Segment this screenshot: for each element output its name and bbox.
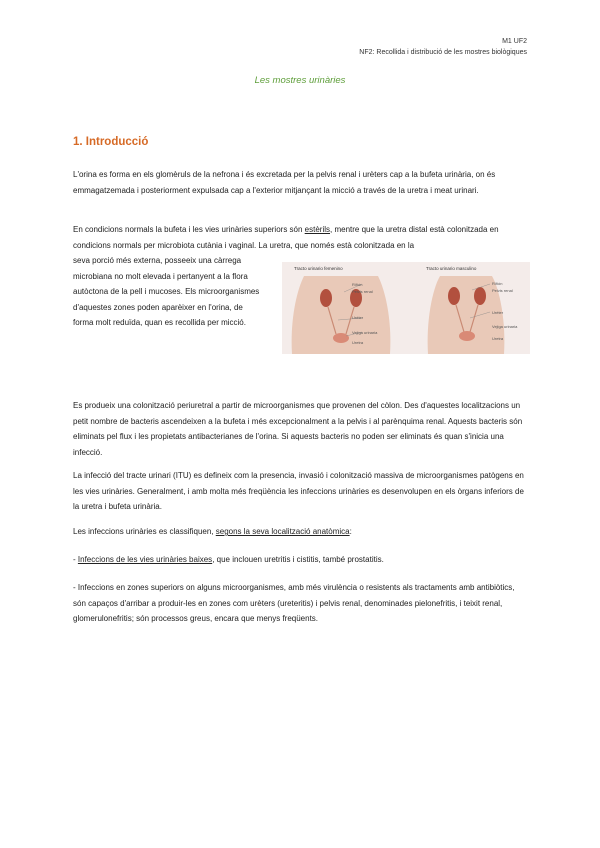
bullet-lower-dash: - (73, 555, 78, 564)
document-title: Les mostres urinàries (254, 75, 346, 86)
classification-text-a: Les infeccions urinàries es classifiquen, (73, 527, 216, 536)
bullet-lower-text: , que inclouen uretritis i cistitis, també prostatitis. (212, 555, 384, 564)
paragraph-normal-conditions (73, 222, 528, 253)
female-label-bladder: Vejiga urinaria (352, 330, 378, 335)
male-kidney-left (448, 287, 460, 305)
sterile-term: estèrils (304, 225, 331, 234)
female-bladder (333, 333, 349, 343)
male-kidney-right (474, 287, 486, 305)
paragraph-normal-text-a: En condicions normals la bufeta i les vies urinàries superiors són (73, 225, 305, 234)
figure-title-male: Tracto urinario masculino (426, 266, 477, 271)
male-label-kidney: Riñón (492, 281, 503, 286)
classification-text-b: : (349, 527, 352, 536)
paragraph-classification (73, 524, 528, 540)
anatomic-location-term: segons la seva localització anatòmica (215, 527, 350, 536)
section-heading: 1. Introducció (73, 136, 149, 148)
header-unit: NF2: Recollida i distribució de les mostres biològiques (359, 49, 527, 56)
female-label-urethra: Uretra (352, 340, 364, 345)
male-label-bladder: Vejiga urinaria (492, 324, 518, 329)
female-label-pelvis: Pelvis renal (352, 289, 373, 294)
female-label-kidney: Riñón (352, 282, 363, 287)
paragraph-uti-definition: La infecció del tracte urinari (ITU) es defineix com la presencia, invasió i colonització massiva de microorganismes patògens en les vies urinàries. Generalment, i amb molta més freqüència les infeccions urinàries es desenvolupen en els òrgans inferiors de la uretra i bufeta urinària. (73, 471, 524, 511)
figure-title-female: Tracto urinario femenino (294, 266, 343, 271)
bullet-lower-infections (73, 552, 528, 568)
male-label-urethra: Uretra (492, 336, 504, 341)
bullet-upper-infections: - Infeccions en zones superiors on alguns microorganismes, amb més virulència o resistents als tractaments amb antibiòtics, són capaços d'arribar a produir-les en zones com urèters (ureteritis) i pelvis renal, denominades pielonefritis, i teixit renal, glomerulonefritis; són processos greus, encara que menys freqüents. (73, 583, 515, 623)
male-label-ureter: Uréter (492, 310, 504, 315)
female-label-ureter: Uréter (352, 315, 364, 320)
paragraph-urethra: seva porció més externa, posseeix una càrrega microbiana no molt elevada i pertanyent a la flora autòctona de la pell i mucoses. Els microorganismes d'aquestes zones poden aparèixer en l'orina, de forma molt reduïda, quan es recollida per micció. (73, 256, 260, 327)
lower-infections-term: Infeccions de les vies urinàries baixes (77, 555, 213, 564)
paragraph-normal-text-b: , mentre que la uretra distal està colonitzada en condicions normals per microbiota cutània i vaginal. La uretra, que només està colonitzada en la (73, 225, 499, 250)
female-kidney-left (320, 289, 332, 307)
male-label-pelvis: Pelvis renal (492, 288, 513, 293)
male-bladder (459, 331, 475, 341)
paragraph-intro: L'orina es forma en els glomèruls de la nefrona i és excretada per la pelvis renal i urèters cap a la bufeta urinària, on és emmagatzemada i posteriorment expulsada cap a l'exterior mitjançant la micció a través de la uretra i meat urinari. (73, 170, 496, 195)
header-course: M1 UF2 (502, 38, 527, 45)
paragraph-colonization: Es produeix una colonització periuretral a partir de microorganismes que provenen del còlon. Des d'aquestes localitzacions un petit nombre de bacteris ascendeixen a la bufeta i més excepcionalment a la pelvis i al parènquima renal. Aquests bacteris són eliminats pel flux i les propietats antibacterianes de l'orina. Si aquests bacteris no poden ser eliminats és quan s'inicia una infecció. (73, 401, 523, 457)
